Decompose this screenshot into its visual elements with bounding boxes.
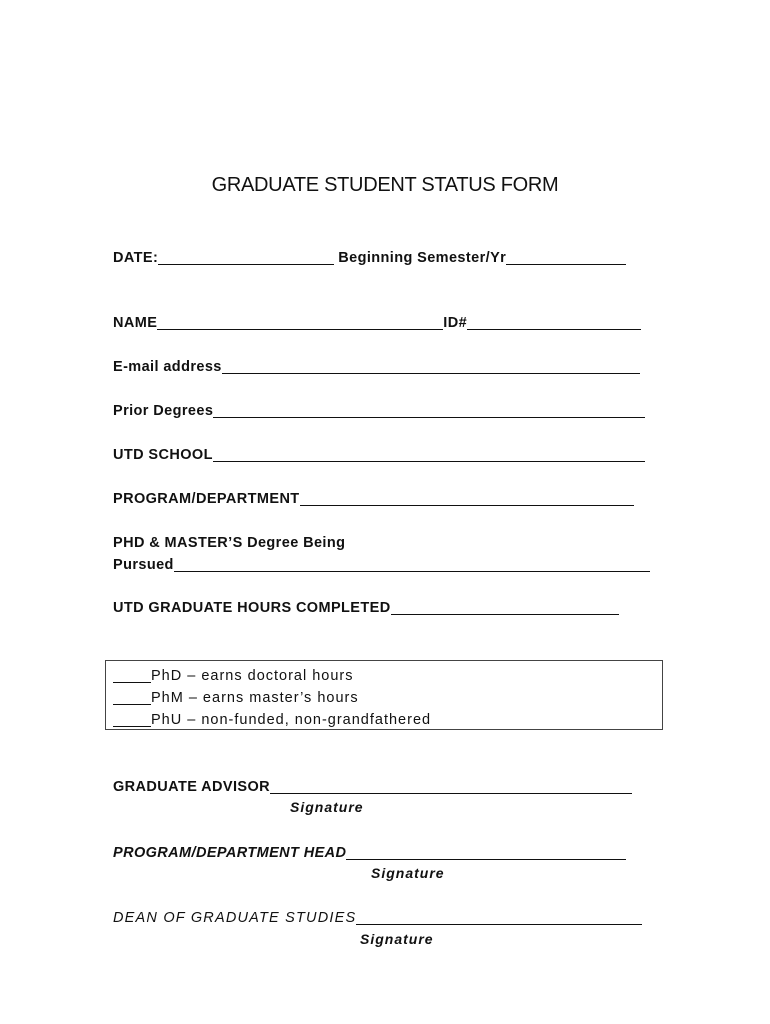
date-field[interactable] [158, 250, 334, 265]
advisor-label: GRADUATE ADVISOR [113, 779, 271, 795]
option-phm-label: PhM – earns master’s hours [151, 690, 359, 706]
degree-row-line2 [113, 555, 650, 573]
name-row [113, 313, 641, 331]
head-signature-field[interactable] [346, 845, 626, 860]
school-field[interactable] [213, 447, 645, 462]
id-field[interactable] [467, 315, 641, 330]
school-label: UTD SCHOOL [113, 447, 213, 463]
option-phd-field[interactable] [113, 668, 151, 683]
id-label: ID# [443, 315, 468, 331]
option-phd [113, 666, 354, 684]
prior-degrees-field[interactable] [213, 403, 645, 418]
prior-degrees-row [113, 401, 645, 419]
email-field[interactable] [222, 359, 640, 374]
head-signature-caption: Signature [371, 865, 445, 881]
dean-signature-caption: Signature [360, 931, 434, 947]
degree-label-line2: Pursued [113, 557, 174, 573]
option-phu-label: PhU – non-funded, non-grandfathered [151, 712, 432, 728]
advisor-signature-field[interactable] [270, 779, 632, 794]
program-label: PROGRAM/DEPARTMENT [113, 491, 300, 507]
semester-label: Beginning Semester/Yr [338, 250, 507, 266]
program-row [113, 489, 634, 507]
hours-field[interactable] [391, 600, 619, 615]
program-field[interactable] [300, 491, 634, 506]
hours-label: UTD GRADUATE HOURS COMPLETED [113, 600, 391, 616]
option-phm [113, 688, 359, 706]
email-row [113, 357, 640, 375]
option-phd-label: PhD – earns doctoral hours [151, 668, 354, 684]
degree-label-line1: PHD & MASTER’S Degree Being [113, 535, 346, 551]
email-label: E-mail address [113, 359, 222, 375]
head-row [113, 843, 626, 861]
option-phm-field[interactable] [113, 690, 151, 705]
dean-row [113, 908, 642, 926]
prior-degrees-label: Prior Degrees [113, 403, 214, 419]
school-row [113, 445, 645, 463]
dean-signature-field[interactable] [356, 910, 642, 925]
semester-field[interactable] [506, 250, 626, 265]
option-phu-field[interactable] [113, 712, 151, 727]
dean-label: DEAN OF GRADUATE STUDIES [113, 910, 357, 926]
name-label: NAME [113, 315, 158, 331]
hours-row [113, 598, 619, 616]
head-label: PROGRAM/DEPARTMENT HEAD [113, 845, 347, 861]
advisor-signature-caption: Signature [290, 799, 364, 815]
date-label: DATE: [113, 250, 159, 266]
name-field[interactable] [157, 315, 443, 330]
advisor-row [113, 777, 632, 795]
option-phu [113, 710, 431, 728]
form-title: GRADUATE STUDENT STATUS FORM [211, 174, 559, 196]
degree-row-line1 [113, 533, 345, 551]
date-row [113, 248, 626, 266]
degree-field[interactable] [174, 557, 650, 572]
